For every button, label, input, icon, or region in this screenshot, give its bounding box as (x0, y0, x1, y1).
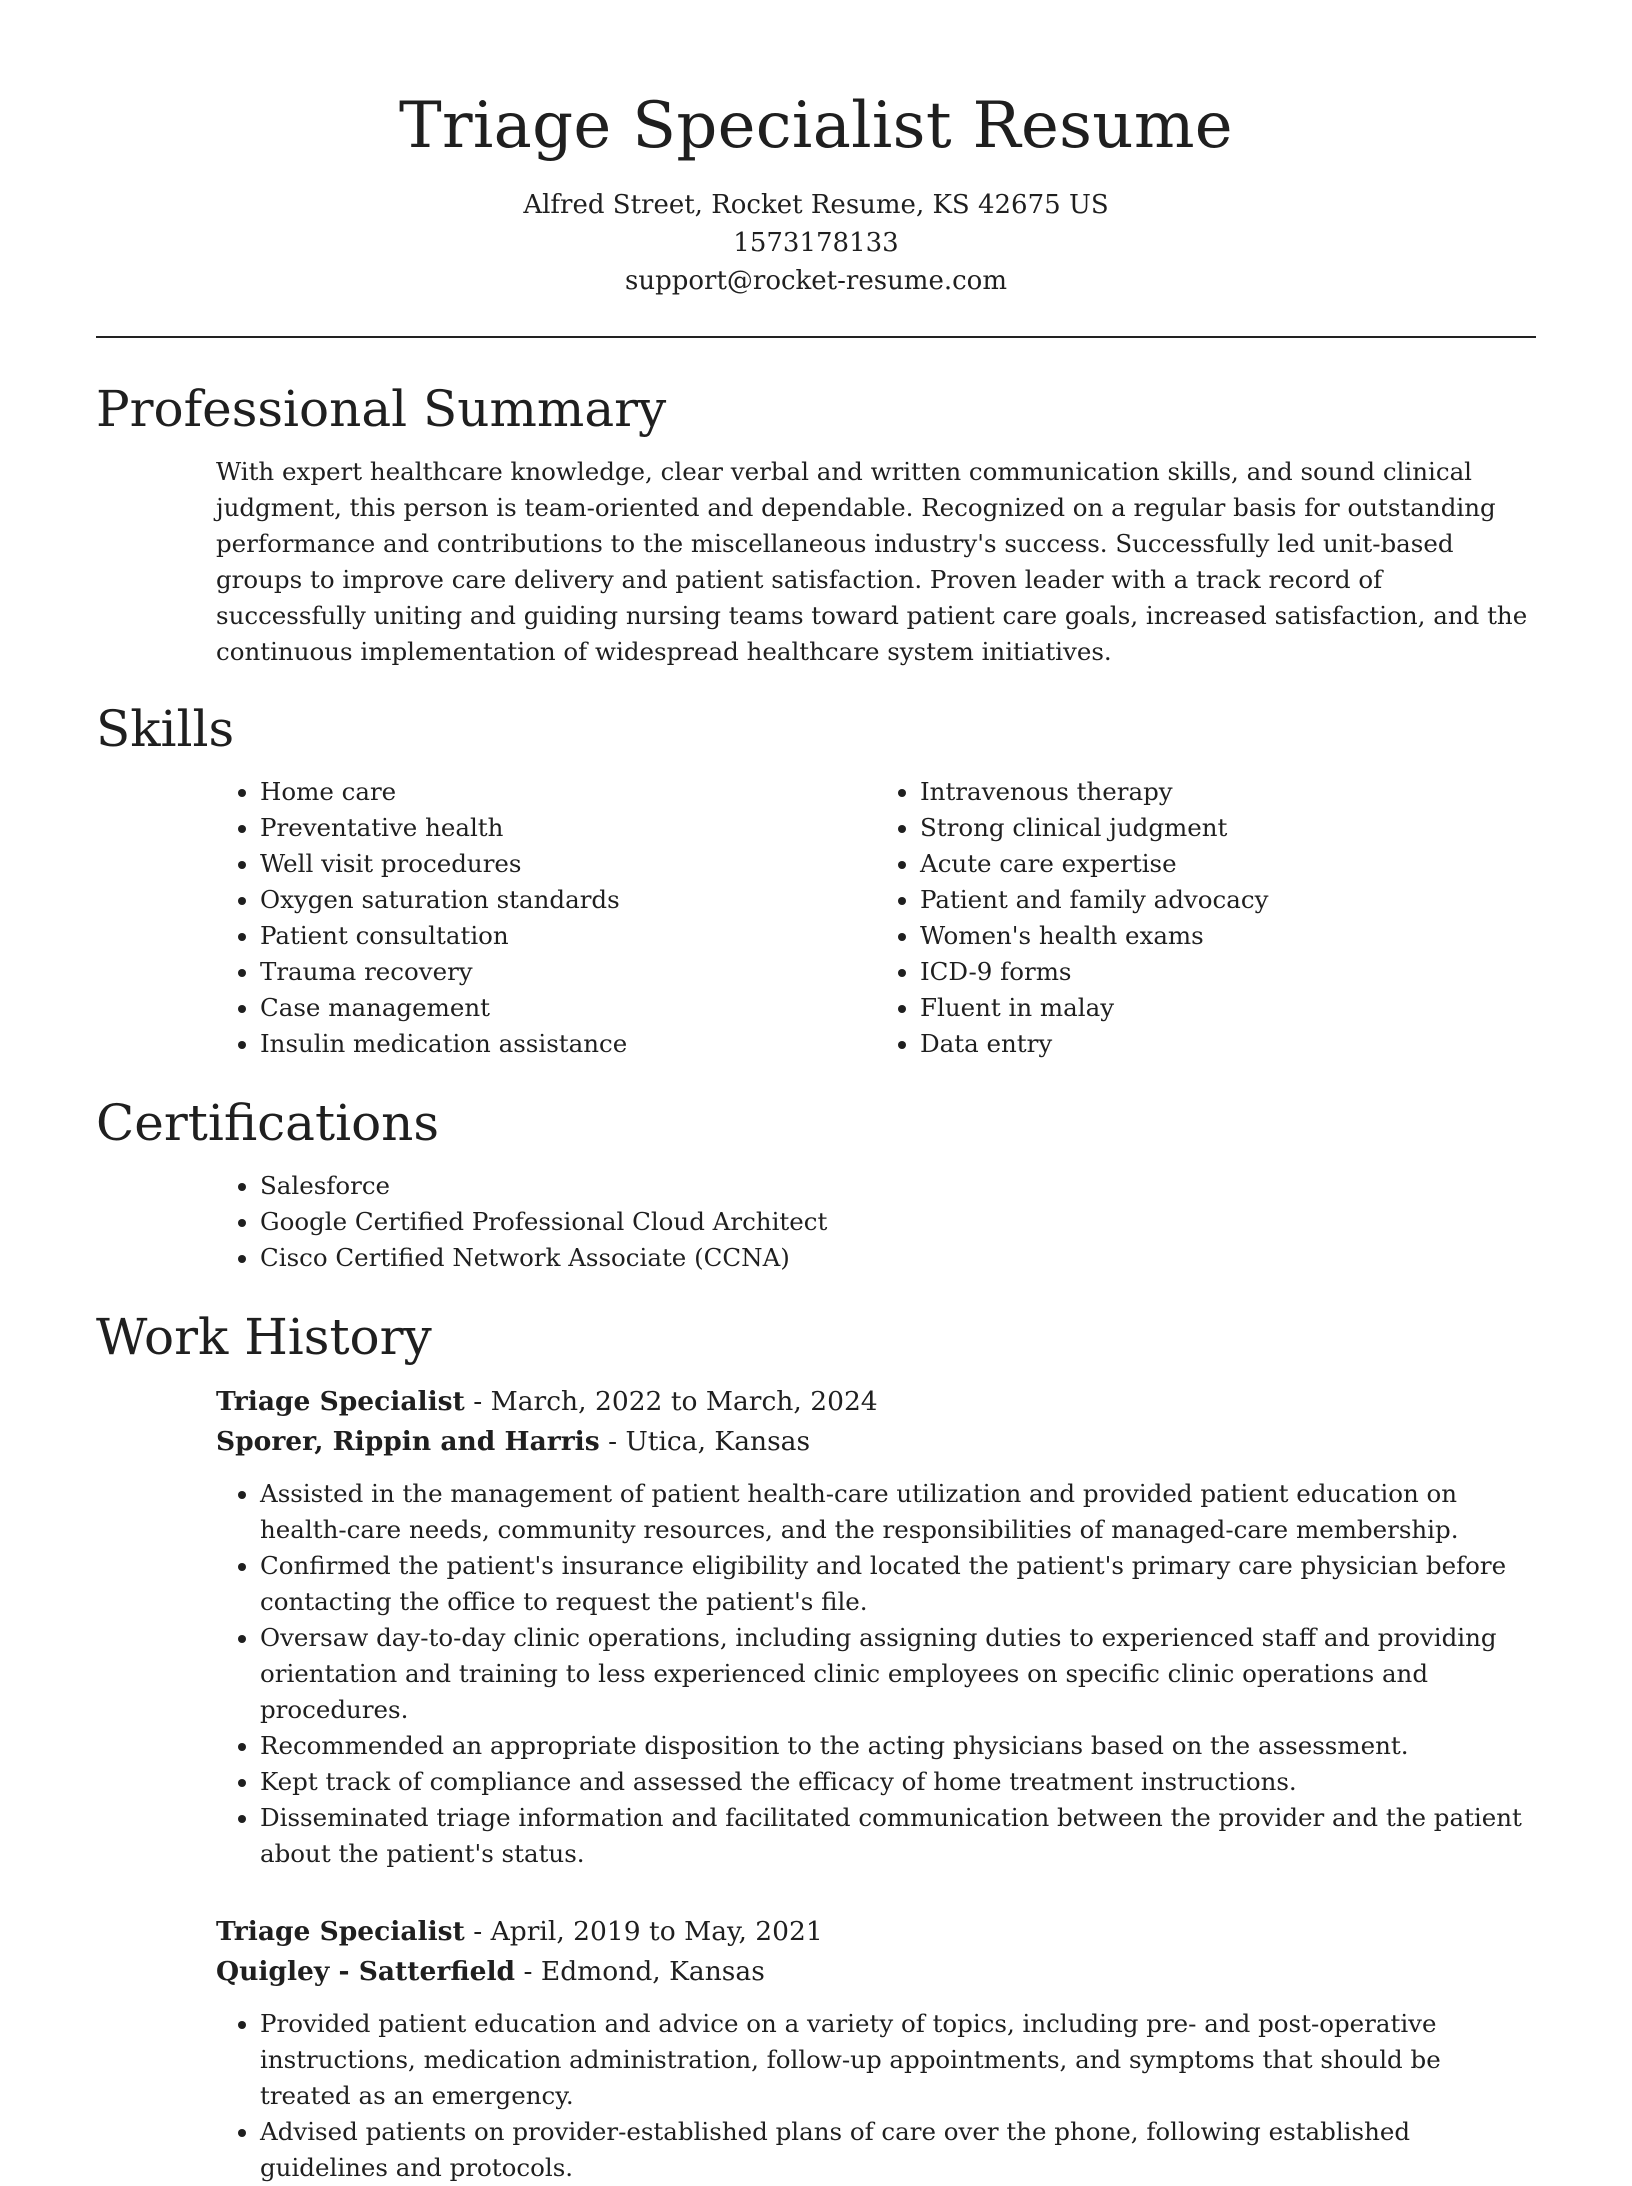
contact-info (96, 186, 1536, 300)
work-history-heading: Work History (96, 1308, 432, 1366)
page-title: Triage Specialist Resume (399, 89, 1233, 163)
address: Alfred Street, Rocket Resume, KS 42675 US (523, 190, 1109, 220)
list-item: • Home care (260, 774, 876, 810)
certifications-list-wrap (216, 1168, 1536, 1276)
phone: 1573178133 (733, 228, 899, 258)
job-dates: - April, 2019 to May, 2021 (464, 1916, 823, 1947)
list-item: • Fluent in malay (920, 990, 1536, 1026)
list-item: • Patient and family advocacy (920, 882, 1536, 918)
list-item: • Case management (260, 990, 876, 1026)
company-name: Quigley - Satterfield (216, 1956, 516, 1987)
list-item: • Kept track of compliance and assessed the efficacy of home treatment instructions. (260, 1764, 1536, 1800)
list-item: • Data entry (920, 1026, 1536, 1062)
list-item: • Patient consultation (260, 918, 876, 954)
list-item: • Oversaw day-to-day clinic operations, including assigning duties to experienced staff and providing orientation and training to less experienced clinic employees on specific clinic operations and procedures. (260, 1620, 1536, 1728)
list-item: • Google Certified Professional Cloud Architect (260, 1204, 1536, 1240)
job-title: Triage Specialist (216, 1386, 465, 1417)
skills-heading: Skills (96, 700, 235, 758)
list-item: • Well visit procedures (260, 846, 876, 882)
job-company-line (216, 1422, 1536, 1462)
job-location: - Utica, Kansas (599, 1426, 811, 1457)
skills-right-column (876, 774, 1536, 1062)
job-entry-2 (216, 1912, 1536, 2186)
list-item: • Preventative health (260, 810, 876, 846)
job-location: - Edmond, Kansas (515, 1956, 765, 1987)
list-item: • Cisco Certified Network Associate (CCNA) (260, 1240, 1536, 1276)
certifications-list (216, 1168, 1536, 1276)
job-title-line (216, 1382, 1536, 1422)
list-item: • Assisted in the management of patient health-care utilization and provided patient education on health-care needs, community resources, and the responsibilities of managed-care membership. (260, 1476, 1536, 1548)
list-item: • Intravenous therapy (920, 774, 1536, 810)
work-history-section (96, 1306, 1536, 2186)
summary-section (96, 378, 1536, 670)
certifications-section (96, 1092, 1536, 1276)
list-item: • Strong clinical judgment (920, 810, 1536, 846)
job-company-line (216, 1952, 1536, 1992)
header-divider (96, 336, 1536, 338)
summary-heading: Professional Summary (96, 380, 667, 438)
certifications-heading: Certifications (96, 1094, 440, 1152)
job-bullets (216, 2006, 1536, 2186)
job-title: Triage Specialist (216, 1916, 465, 1947)
list-item: • Confirmed the patient's insurance eligibility and located the patient's primary care physician before contacting the office to request the patient's file. (260, 1548, 1536, 1620)
list-item: • Oxygen saturation standards (260, 882, 876, 918)
list-item: • Advised patients on provider-established plans of care over the phone, following established guidelines and protocols. (260, 2114, 1536, 2186)
list-item: • Trauma recovery (260, 954, 876, 990)
summary-text: With expert healthcare knowledge, clear verbal and written communication skills, and sound clinical judgment, this person is team-oriented and dependable. Recognized on a regular basis for outstanding performance and contributions to the miscellaneous industry's success. Successfully led unit-based groups to improve care delivery and patient satisfaction. Proven leader with a track record of successfully uniting and guiding nursing teams toward patient care goals, increased satisfaction, and the continuous implementation of widespread healthcare system initiatives. (216, 457, 1528, 666)
list-item: • Provided patient education and advice on a variety of topics, including pre- and post-operative instructions, medication administration, follow-up appointments, and symptoms that should be treated as an emergency. (260, 2006, 1536, 2114)
resume-header (96, 0, 1536, 300)
list-item: • Recommended an appropriate disposition to the acting physicians based on the assessment. (260, 1728, 1536, 1764)
skills-section (96, 698, 1536, 1062)
list-item: • Acute care expertise (920, 846, 1536, 882)
list-item: • Disseminated triage information and facilitated communication between the provider and the patient about the patient's status. (260, 1800, 1536, 1872)
list-item: • Salesforce (260, 1168, 1536, 1204)
list-item: • Insulin medication assistance (260, 1026, 876, 1062)
job-bullets (216, 1476, 1536, 1872)
company-name: Sporer, Rippin and Harris (216, 1426, 600, 1457)
job-title-line (216, 1912, 1536, 1952)
job-dates: - March, 2022 to March, 2024 (464, 1386, 878, 1417)
list-item: • Women's health exams (920, 918, 1536, 954)
skills-left-column (216, 774, 876, 1062)
skills-grid (216, 774, 1536, 1062)
job-entry-1 (216, 1382, 1536, 1872)
email: support@rocket-resume.com (624, 266, 1007, 296)
list-item: • ICD-9 forms (920, 954, 1536, 990)
